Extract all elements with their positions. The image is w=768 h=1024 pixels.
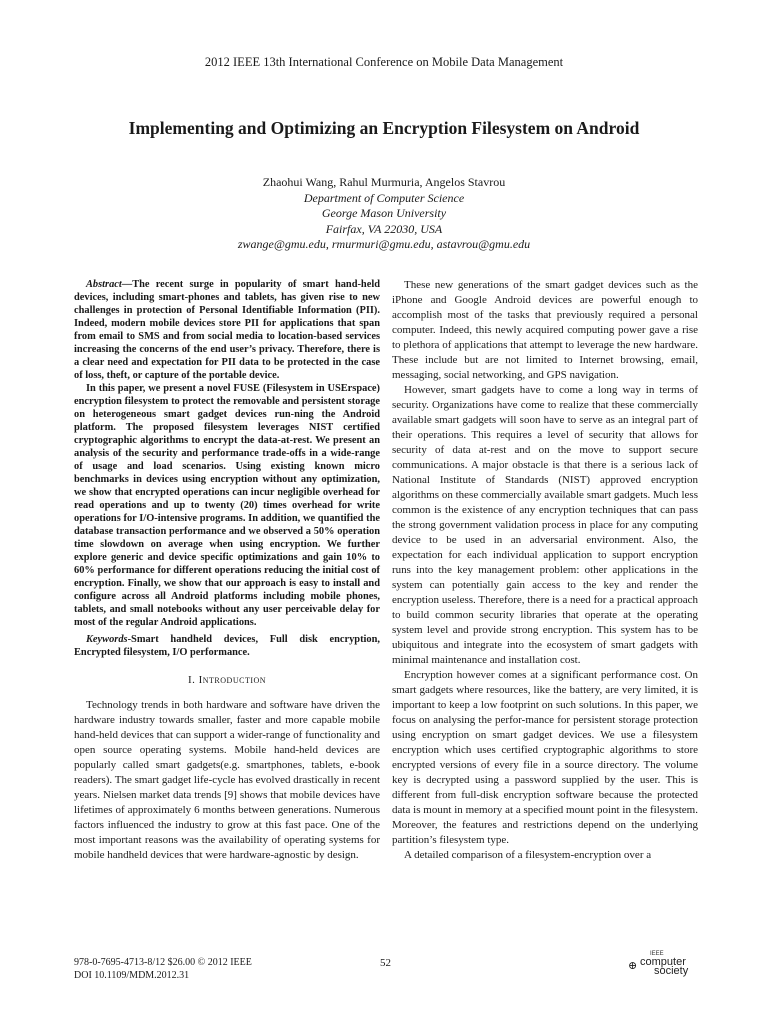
author-department: Department of Computer Science: [303, 190, 465, 205]
right-column: [392, 278, 698, 863]
body-paragraph-1: These new generations of the smart gadget devices such as the iPhone and Google Android devices are powerful enough to accomplish most of the tasks that previously required a personal computer. Indeed, this newly acquired computing power gave a rise to plethora of applications that attempt to leverage the new hardware. These include but are not limited to Internet browsing, email, messaging, social networking, and GPS navigation.: [392, 279, 698, 381]
body-paragraph-2: However, smart gadgets have to come a long way in terms of security. Organizations have come to realize that these commercially available smart gadgets will soon have to serve as an integral part of their operations. This requires a level of security that allows for security of data at-rest and on the move to support secure communications. A major obstacle is that there is a serious lack of National Institute of Standards (NIST) approved encryption algorithms on these commercially available smart gadgets. Much less common is the existence of any encryption techniques that can pass the strong government validation process in place for any computing device to be used in an adversarial environment. Also, the expectation for each individual application to support encryption runs into the key management problem: other applications in the system can potentially gain access to the key and render the encryption useless. Therefore, there is a need for a practical approach to build common security libraries that operate at the operating system level and provide strong encryption. This system has to be ubiquitous and integrate into the ecosystem of smart gadgets with minimal maintenance and installation cost.: [392, 384, 698, 666]
footer-doi: DOI 10.1109/MDM.2012.31: [74, 970, 190, 981]
paper-title: Implementing and Optimizing an Encryption Filesystem on Android: [128, 118, 640, 138]
abstract-text-1: The recent surge in popularity of smart hand-held devices, including smart-phones and tablets, has given rise to new challenges in protection of Personal Identifiable Information (PII). Indeed, modern mobile devices store PII for applications that span from email to SMS and from social media to location-based services increasing the concerns of the end user’s privacy. Therefore, there is a clear need and expectation for PII data to be protected in the case of loss, theft, or capture of the portable device.: [74, 279, 380, 381]
logo-ieee-text: IEEE: [650, 951, 664, 957]
keywords-text: Smart handheld devices, Full disk encryption, Encrypted filesystem, I/O performance.: [74, 634, 380, 658]
section-title: Introduction: [198, 674, 267, 686]
body-paragraph-3: Encryption however comes at a significant performance cost. On smart gadgets where resources, like the battery, are very limited, it is important to keep a low footprint on such solutions. In this paper, we focus on analysing the perfor-mance for persistent storage protection using encryption on smart gadget devices. We use a filesystem encryption which uses certified cryptographic algorithms to store encrypted versions of every file in a source directory. The volume key is decrypted using a password supplied by the user. This is different from full-disk encryption software because the protected data is mount in memory at a specified mount point in the filesystem. Moreover, the features and restrictions depend on the underlying partition’s filesystem type.: [392, 669, 698, 846]
page-number: 52: [380, 957, 391, 969]
abstract-paragraph-1: Abstract—The recent surge in popularity of smart hand-held devices, including smart-phones and tablets, has given rise to new challenges in protection of Personal Identifiable Information (PII). Indeed, modern mobile devices store PII for applications that span from email to SMS and from social media to location-based services increasing the concerns of the end user’s privacy. Therefore, there is a clear need and expectation for PII data to be protected in the case of loss, theft, or capture of the portable device.: [74, 279, 380, 381]
section-heading-introduction: [74, 673, 380, 688]
abstract-paragraph-2: In this paper, we present a novel FUSE (Filesystem in USErspace) encryption filesystem to protect the removable and persistent storage on heterogeneous smart gadget devices run-ning the Android platform. The proposed filesystem leverages NIST certified cryptographic algorithms to encrypt the data-at-rest. We present an analysis of the security and performance trade-offs in a wide-range of usage and load scenarios. Using existing known micro benchmarks in devices using encryption without any optimization, we show that encrypted operations can incur negligible overhead for read operations and up to twenty (20) times overhead for write operations for I/O-intensive programs. In addition, we quantified the database transaction performance and we observed a 50% operation time slowdown on average when using encryption. We further explore generic and device specific optimizations and gain 10% to 60% performance for different operations reducing the initial cost of encryption. Finally, we show that our approach is easy to install and configure across all Android platforms including mobile phones, tablets, and small notebooks without any user perceivable delay for most of the regular Android applications.: [74, 383, 380, 628]
logo-word-society: society: [654, 965, 689, 977]
left-column: [74, 278, 380, 863]
author-location: Fairfax, VA 22030, USA: [325, 221, 443, 236]
author-block: [0, 175, 768, 253]
computer-society-logo: [628, 951, 698, 981]
body-paragraph-4: A detailed comparison of a filesystem-encryption over a: [404, 849, 652, 861]
footer-isbn: 978-0-7695-4713-8/12 $26.00 © 2012 IEEE: [74, 957, 252, 968]
intro-paragraph-1: Technology trends in both hardware and software have driven the hardware industry towards smaller, faster and more capable mobile hand-held devices that can support a wider-range of functionality and open source operating systems. Mobile hand-held devices are popularly called smart gadgets(e.g. smartphones, tablets, e-book readers). The smart gadget life-cycle has evolved drastically in recent years. Nielsen market data trends [9] shows that mobile devices have lifetimes of approximately 6 months between generations. Numerous factors influenced the industry to grow at this fast pace. One of the most important reasons was the availability of operating systems for mobile handheld devices that were hardware-agnostic by design.: [74, 699, 380, 861]
footer-copyright: [74, 956, 252, 982]
section-number: I.: [187, 674, 196, 686]
author-names: Zhaohui Wang, Rahul Murmuria, Angelos Stavrou: [262, 175, 506, 189]
author-emails: zwange@gmu.edu, rmurmuri@gmu.edu, astavrou@gmu.edu: [237, 237, 531, 251]
keywords-label: Keywords: [86, 634, 128, 645]
logo-word-computer: computer: [640, 956, 686, 968]
globe-icon: ⊕: [628, 960, 638, 972]
author-university: George Mason University: [321, 206, 447, 220]
abstract-label: Abstract: [86, 279, 122, 290]
conference-header: 2012 IEEE 13th International Conference on Mobile Data Management: [204, 55, 564, 69]
keywords-paragraph: Keywords-Smart handheld devices, Full disk encryption, Encrypted filesystem, I/O performance.: [74, 634, 380, 658]
